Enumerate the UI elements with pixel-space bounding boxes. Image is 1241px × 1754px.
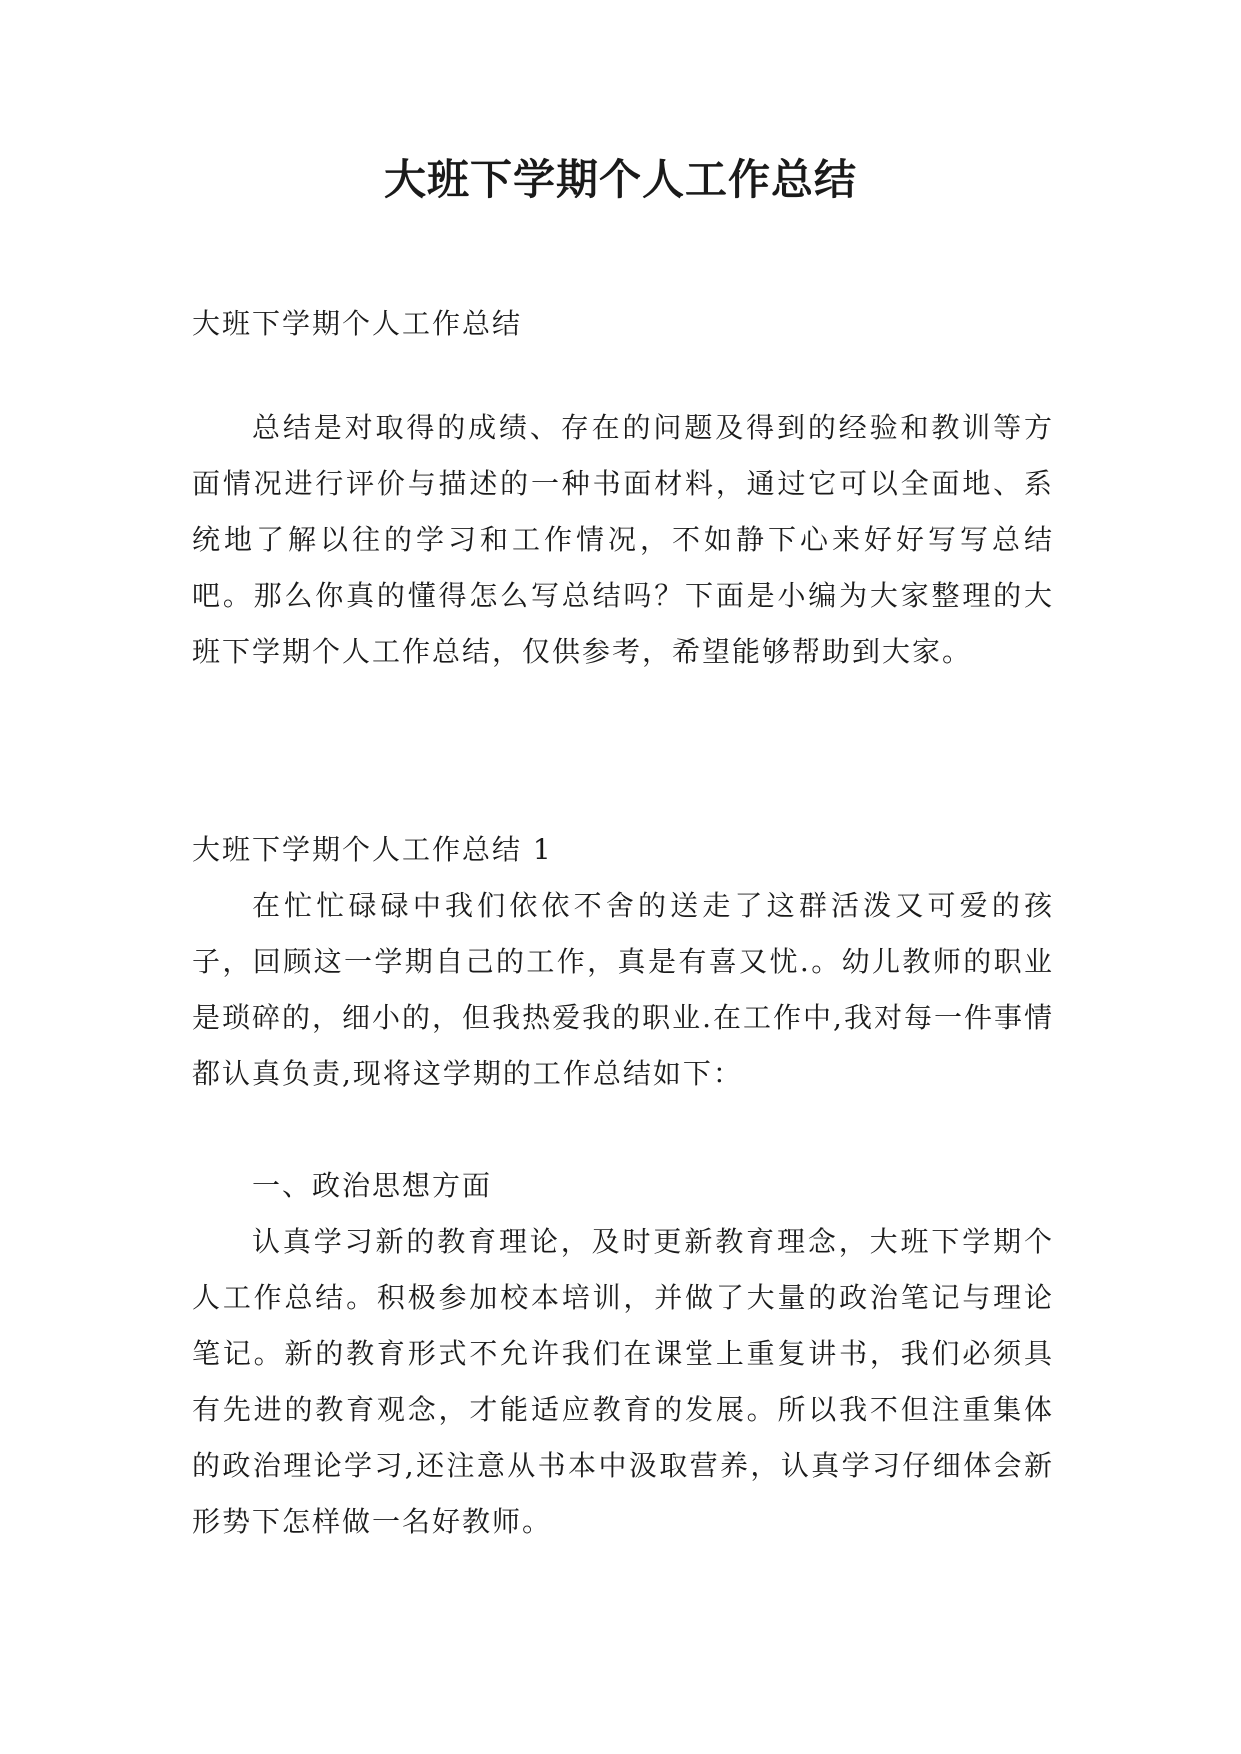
section-paragraph: 在忙忙碌碌中我们依依不舍的送走了这群活泼又可爱的孩子，回顾这一学期自己的工作，真是有喜又忧.。幼儿教师的职业是琐碎的，细小的，但我热爱我的职业.在工作中,我对每一件事情都认真负责,现将这学期的工作总结如下： [192, 889, 1054, 1090]
document-subtitle: 大班下学期个人工作总结 [192, 307, 523, 340]
section-title: 大班下学期个人工作总结 1 [192, 833, 553, 866]
section-heading: 一、政治思想方面 [252, 1169, 493, 1202]
document-title: 大班下学期个人工作总结 [383, 155, 857, 204]
section-paragraph: 认真学习新的教育理论，及时更新教育理念，大班下学期个人工作总结。积极参加校本培训，并做了大量的政治笔记与理论笔记。新的教育形式不允许我们在课堂上重复讲书，我们必须具有先进的教育观念，才能适应教育的发展。所以我不但注重集体的政治理论学习,还注意从书本中汲取营养，认真学习仔细体会新形势下怎样做一名好教师。 [192, 1225, 1054, 1538]
intro-paragraph: 总结是对取得的成绩、存在的问题及得到的经验和教训等方面情况进行评价与描述的一种书面材料，通过它可以全面地、系统地了解以往的学习和工作情况，不如静下心来好好写写总结吧。那么你真的懂得怎么写总结吗？下面是小编为大家整理的大班下学期个人工作总结，仅供参考，希望能够帮助到大家。 [192, 411, 1054, 668]
